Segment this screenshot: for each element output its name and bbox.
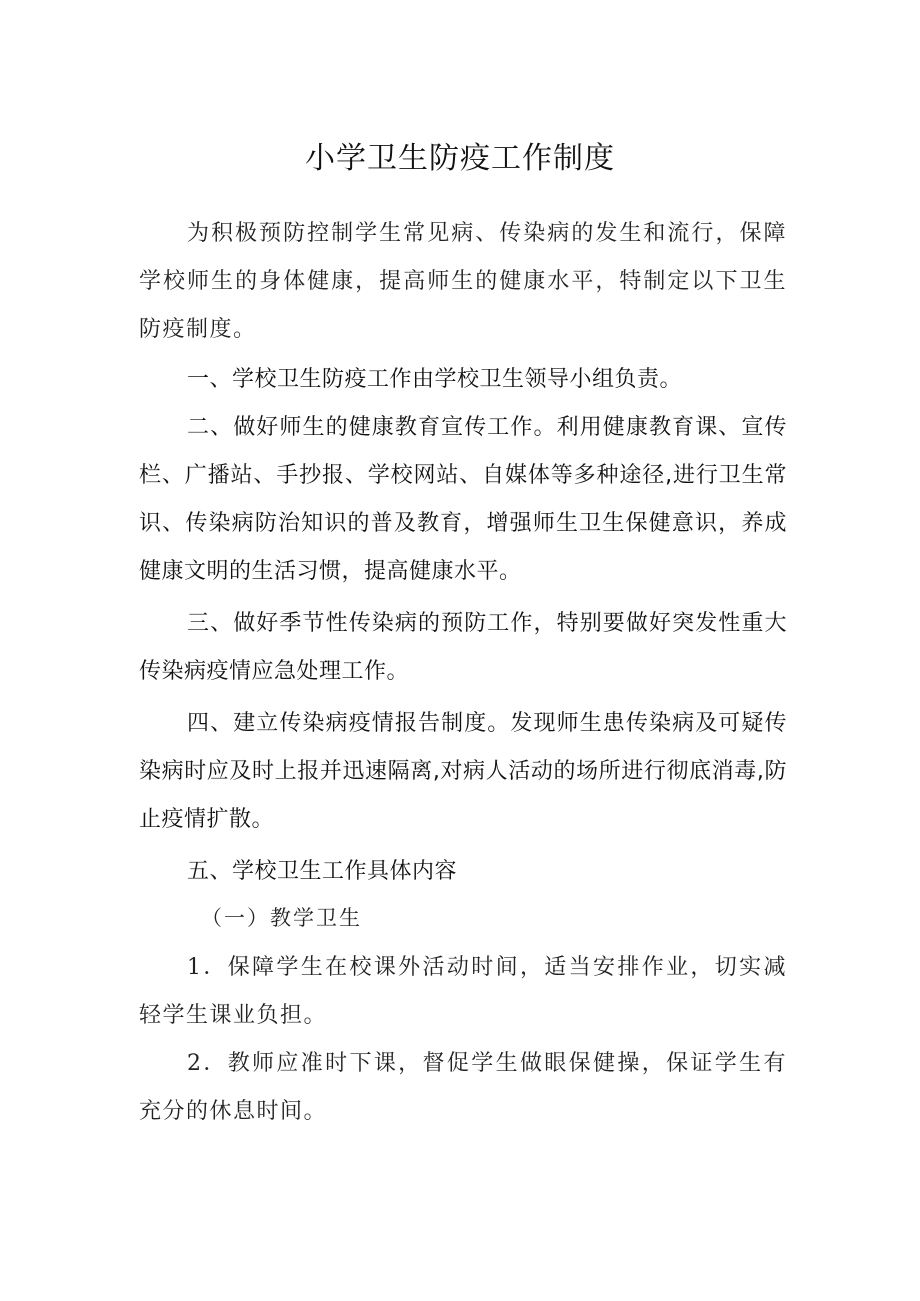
intro-paragraph: 为积极预防控制学生常见病、传染病的发生和流行，保障学校师生的身体健康，提高师生的健康水平，特制定以下卫生防疫制度。	[139, 221, 787, 342]
item-5-paragraph: 五、学校卫生工作具体内容	[187, 859, 458, 884]
item-2-paragraph: 二、做好师生的健康教育宣传工作。利用健康教育课、宣传栏、广播站、手抄报、学校网站、自媒体等多种途径,进行卫生常识、传染病防治知识的普及教育，增强师生卫生保健意识，养成健康文明的生活习惯，提高健康水平。	[139, 415, 787, 584]
point-2-paragraph: 2．教师应准时下课，督促学生做眼保健操，保证学生有充分的休息时间。	[139, 1051, 787, 1124]
document-title: 小学卫生防疫工作制度	[305, 141, 615, 176]
item-1-paragraph: 一、学校卫生防疫工作由学校卫生领导小组负责。	[187, 367, 683, 392]
item-4-paragraph: 四、建立传染病疫情报告制度。发现师生患传染病及可疑传染病时应及时上报并迅速隔离,对病人活动的场所进行彻底消毒,防止疫情扩散。	[139, 711, 787, 832]
item-3-paragraph: 三、做好季节性传染病的预防工作，特别要做好突发性重大传染病疫情应急处理工作。	[139, 611, 787, 684]
point-1-paragraph: 1．保障学生在校课外活动时间，适当安排作业，切实减轻学生课业负担。	[139, 955, 787, 1028]
subsection-heading: （一）教学卫生	[201, 906, 362, 930]
